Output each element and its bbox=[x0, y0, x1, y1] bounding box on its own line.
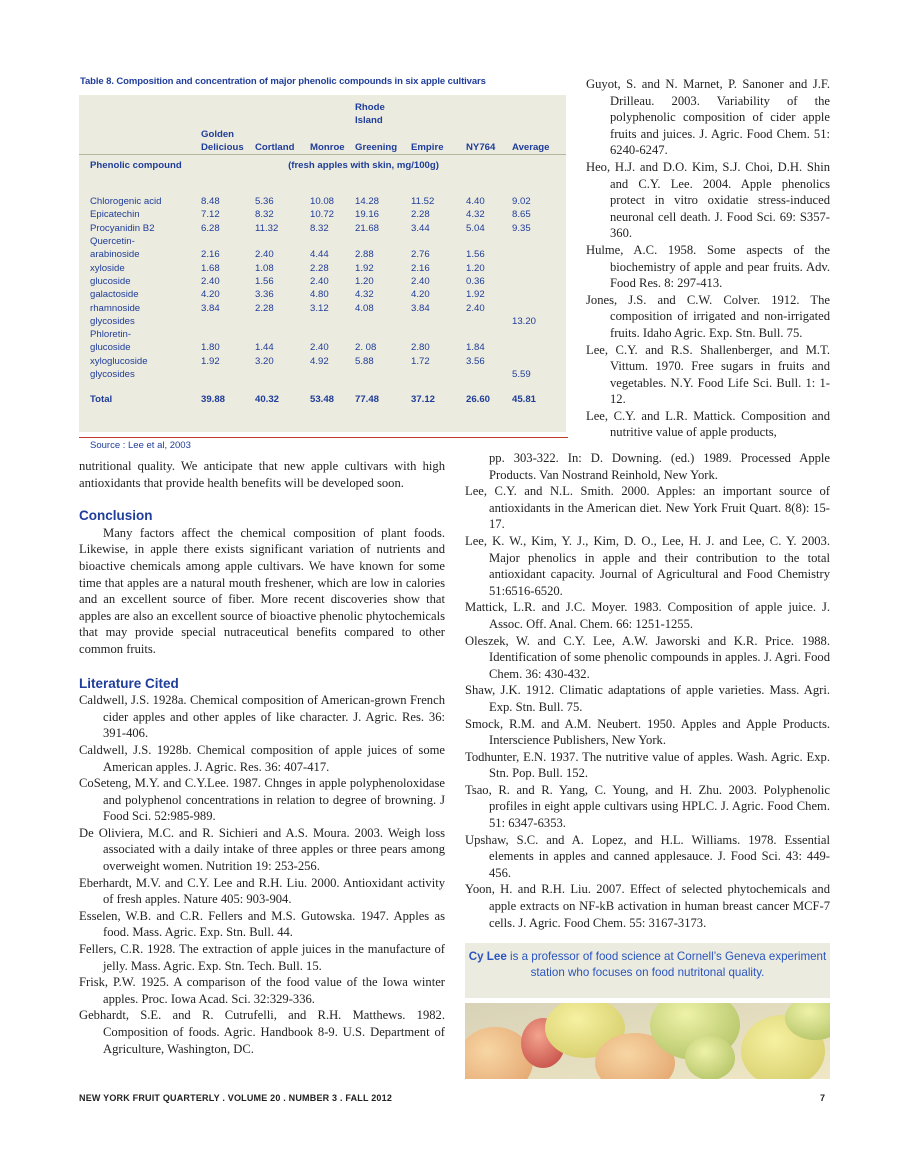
total-row bbox=[79, 393, 566, 406]
column-header-4-line-1 bbox=[411, 114, 466, 127]
table-cell bbox=[466, 235, 512, 248]
table-cell: 5.04 bbox=[466, 222, 485, 234]
reference-entry: Eberhardt, M.V. and C.Y. Lee and R.H. Liu. 2000. Antioxidant activity of fresh apples. Nature 405: 903-904. bbox=[79, 875, 445, 907]
table-cell: 9.02 bbox=[512, 196, 531, 208]
table-cell: 4.92 bbox=[310, 355, 329, 367]
table-cell bbox=[512, 302, 566, 315]
table-cell: 4.80 bbox=[310, 289, 329, 301]
table-row bbox=[79, 235, 566, 248]
table-cell bbox=[201, 368, 255, 381]
table-cell: 3.12 bbox=[310, 302, 329, 314]
table-cell: 3.56 bbox=[466, 355, 485, 367]
table-cell: 4.40 bbox=[466, 196, 485, 208]
table-cell: 2.28 bbox=[255, 302, 274, 314]
table-cell bbox=[355, 328, 411, 341]
table-cell: 1.20 bbox=[466, 262, 485, 274]
row-label: galactoside bbox=[90, 289, 139, 301]
table-cell: 13.20 bbox=[512, 315, 537, 327]
row-label: rhamnoside bbox=[90, 302, 141, 314]
table-cell: 1.44 bbox=[255, 342, 274, 354]
table-cell: 19.16 bbox=[355, 209, 380, 221]
column-header-3-line-1: Island bbox=[355, 115, 383, 127]
table-cell bbox=[355, 315, 411, 328]
column-header-4-line-0 bbox=[411, 101, 466, 114]
table-row bbox=[79, 315, 566, 328]
table-cell: 1.68 bbox=[201, 262, 220, 274]
right-column-bottom bbox=[465, 450, 830, 931]
reference-entry: Oleszek, W. and C.Y. Lee, A.W. Jaworski and K.R. Price. 1988. Identification of some phenolic compounds in apples. J. Agri. Food Chem. 36: 430-432. bbox=[465, 633, 830, 681]
column-header-1-line-2 bbox=[255, 128, 310, 141]
table-cell: 10.72 bbox=[310, 209, 335, 221]
table-cell bbox=[201, 315, 255, 328]
left-column bbox=[79, 458, 445, 1057]
table-cell: 2.40 bbox=[310, 342, 329, 354]
column-header-2-line-2 bbox=[310, 128, 355, 141]
row-label: Epicatechin bbox=[90, 209, 140, 221]
table-cell bbox=[355, 368, 411, 381]
table-row bbox=[79, 302, 566, 315]
table-cell: 2.28 bbox=[310, 262, 329, 274]
table-row bbox=[79, 248, 566, 261]
table-cell bbox=[355, 235, 411, 248]
table-cell bbox=[512, 341, 566, 354]
right-column-top bbox=[586, 76, 830, 441]
column-header-2-line-1 bbox=[310, 114, 355, 127]
reference-entry: Guyot, S. and N. Marnet, P. Sanoner and J.F. Drilleau. 2003. Variability of the polyphenolic composition of cider apple fruits and juices. J. Agric. Food Chem. 51: 6240-6247. bbox=[586, 77, 830, 158]
row-label: Chlorogenic acid bbox=[90, 196, 162, 208]
footer-journal: NEW YORK FRUIT QUARTERLY . VOLUME 20 . NUMBER 3 . FALL 2012 bbox=[79, 1093, 393, 1103]
row-label: glucoside bbox=[90, 275, 131, 287]
table-cell bbox=[512, 355, 566, 368]
table-cell: 8.32 bbox=[255, 209, 274, 221]
left-references bbox=[79, 692, 445, 1057]
table-cell bbox=[310, 315, 355, 328]
table-row bbox=[79, 355, 566, 368]
reference-entry: Frisk, P.W. 1925. A comparison of the food value of the Iowa winter apples. Proc. Iowa Acad. Sci. 32:329-336. bbox=[79, 975, 445, 1006]
row-label: arabinoside bbox=[90, 249, 140, 261]
reference-entry: Lee, C.Y. and R.S. Shallenberger, and M.T. Vittum. 1970. Free sugars in fruits and vegetables. N.Y. Food Life Sci. Bull. 1: 1-12. bbox=[586, 342, 830, 407]
reference-entry: Tsao, R. and R. Yang, C. Young, and H. Zhu. 2003. Polyphenolic profiles in eight apple cultivars using HPLC. J. Agric. Food Chem. 51: 6347-6353. bbox=[465, 782, 830, 831]
reference-entry: Lee, C.Y. and N.L. Smith. 2000. Apples: an important source of antioxidants in the American diet. New York Fruit Quart. 8(8): 15-17. bbox=[465, 484, 830, 532]
conclusion-paragraph: Many factors affect the chemical composition of plant foods. Likewise, in apple there exists significant variation of nutrients and bioactive chemicals among apple cultivars. We have known for some time that apples are a natural mouth freshener, which are low in calories and an excellent source of fiber. More recent discoveries show that apples are also an excellent source of bioactive phenolic phytochemicals that may provide special nutraceutical benefits compared to other common fruits. bbox=[79, 525, 445, 656]
total-cell: 45.81 bbox=[512, 394, 537, 406]
table-cell: 2.88 bbox=[355, 249, 374, 261]
column-header-1-line-3: Cortland bbox=[255, 141, 295, 153]
column-header-2-line-3: Monroe bbox=[310, 141, 345, 153]
table-cell: 2.40 bbox=[466, 302, 485, 314]
table-cell: 2.40 bbox=[255, 249, 274, 261]
table-cell: 1.92 bbox=[355, 262, 374, 274]
table-cell bbox=[466, 328, 512, 341]
table-cell bbox=[512, 248, 566, 261]
apples-photo bbox=[465, 1003, 830, 1079]
table-cell: 4.44 bbox=[310, 249, 329, 261]
reference-entry: Gebhardt, S.E. and R. Cutrufelli, and R.H. Matthews. 1982. Composition of foods. Agric. Handbook 8-9. U.S. Department of Agriculture, Washington, DC. bbox=[79, 1008, 445, 1056]
reference-entry: CoSeteng, M.Y. and C.Y.Lee. 1987. Chnges in apple polyphenoloxidase and polyphenol concentrations in relation to degree of browning. J Food Sci. 52:985-989. bbox=[79, 776, 445, 824]
reference-entry: Smock, R.M. and A.M. Neubert. 1950. Apples and Apple Products. Interscience Publishers, New York. bbox=[465, 716, 830, 748]
total-cell: 39.88 bbox=[201, 394, 226, 406]
reference-entry: Yoon, H. and R.H. Liu. 2007. Effect of selected phytochemicals and apple extracts on NF-kB activation in human breast cancer MCF-7 cells. J. Agric. Food Chem. 55: 3167-3173. bbox=[465, 882, 830, 930]
table-title: Table 8. Composition and concentration of major phenolic compounds in six apple cultivars bbox=[80, 76, 486, 87]
total-cell: 53.48 bbox=[310, 394, 335, 406]
column-header-0-line-2: Golden bbox=[201, 128, 235, 140]
table-cell: 5.36 bbox=[255, 196, 274, 208]
table-cell: 1.20 bbox=[355, 275, 374, 287]
stub-header: Phenolic compound bbox=[79, 155, 201, 178]
column-header-0-line-0 bbox=[201, 101, 255, 114]
reference-entry: Heo, H.J. and D.O. Kim, S.J. Choi, D.H. Shin and C.Y. Lee. 2004. Apple phenolics protect in vitro oxidatie stress-induced neuronal cell death. J. Food Sci. 69: S357-360. bbox=[586, 159, 830, 241]
row-label: Procyanidin B2 bbox=[90, 222, 155, 234]
table-cell bbox=[411, 315, 466, 328]
table-cell: 21.68 bbox=[355, 222, 380, 234]
table-cell: 3.44 bbox=[411, 222, 430, 234]
phenolic-table bbox=[79, 95, 566, 407]
table-cell bbox=[411, 235, 466, 248]
column-header-6-line-1 bbox=[512, 114, 566, 127]
table-cell: 7.12 bbox=[201, 209, 220, 221]
reference-entry: Mattick, L.R. and J.C. Moyer. 1983. Composition of apple juice. J. Assoc. Off. Anal. Chem. 66: 1251-1255. bbox=[465, 600, 830, 631]
column-header-6-line-0 bbox=[512, 101, 566, 114]
table-cell bbox=[310, 368, 355, 381]
reference-entry: Upshaw, S.C. and A. Lopez, and H.L. Williams. 1978. Essential elements in apples and canned applesauce. J. Food Sci. 43: 449-456. bbox=[465, 832, 830, 880]
table-cell bbox=[512, 275, 566, 288]
column-header-6-line-3: Average bbox=[512, 141, 550, 153]
reference-entry: Fellers, C.R. 1928. The extraction of apple juices in the manufacture of jelly. Mass. Agric. Exp. Stn. Tech. Bull. 15. bbox=[79, 942, 445, 973]
column-header-1-line-0 bbox=[255, 101, 310, 114]
column-header-4-line-3: Empire bbox=[411, 141, 444, 153]
reference-entry: Caldwell, J.S. 1928a. Chemical composition of American-grown French cider apples and other apples of like character. J. Agric. Res. 36: 391-406. bbox=[79, 693, 445, 741]
table-cell bbox=[411, 368, 466, 381]
table-cell bbox=[466, 368, 512, 381]
table-row bbox=[79, 341, 566, 354]
column-header-3-line-0: Rhode bbox=[355, 102, 385, 113]
reference-entry: Jones, J.S. and C.W. Colver. 1912. The composition of irrigated and non-irrigated fruits. Idaho Agric. Exp. Stn. Bull. 75. bbox=[586, 292, 830, 340]
table-cell: 4.08 bbox=[355, 302, 374, 314]
column-header-4-line-2 bbox=[411, 128, 466, 141]
table-cell bbox=[255, 368, 310, 381]
table-cell: 1.56 bbox=[255, 275, 274, 287]
table-cell: 3.20 bbox=[255, 355, 274, 367]
literature-heading: Literature Cited bbox=[79, 675, 179, 691]
table-row bbox=[79, 222, 566, 235]
row-label: xyloglucoside bbox=[90, 355, 148, 367]
table-cell: 4.20 bbox=[201, 289, 220, 301]
table-source: Source : Lee et al, 2003 bbox=[90, 440, 191, 451]
units-header: (fresh apples with skin, mg/100g) bbox=[201, 155, 566, 178]
reference-entry: pp. 303-322. In: D. Downing. (ed.) 1989. Processed Apple Products. Van Nostrand Reinhold, New York. bbox=[489, 451, 830, 482]
table-cell: 2.16 bbox=[201, 249, 220, 261]
table-cell bbox=[512, 235, 566, 248]
table-cell: 2.28 bbox=[411, 209, 430, 221]
total-label: Total bbox=[90, 394, 113, 406]
table-cell: 2. 08 bbox=[355, 342, 377, 354]
table-divider-rule bbox=[79, 437, 568, 438]
author-bio-box bbox=[465, 943, 830, 998]
table-cell: 3.84 bbox=[411, 302, 430, 314]
row-label: Phloretin- bbox=[90, 329, 132, 341]
table-cell: 2.80 bbox=[411, 342, 430, 354]
column-header-3-line-2 bbox=[355, 128, 411, 141]
table-cell bbox=[466, 315, 512, 328]
row-label: Quercetin- bbox=[90, 236, 135, 248]
table-row bbox=[79, 328, 566, 341]
table-cell: 2.16 bbox=[411, 262, 430, 274]
table-cell bbox=[310, 328, 355, 341]
table-cell: 2.40 bbox=[201, 275, 220, 287]
table-cell: 1.56 bbox=[466, 249, 485, 261]
conclusion-heading: Conclusion bbox=[79, 508, 153, 524]
row-label: xyloside bbox=[90, 262, 125, 274]
column-header-5-line-0 bbox=[466, 101, 512, 114]
table-cell bbox=[310, 235, 355, 248]
author-bio-text: is a professor of food science at Cornell’s Geneva experiment station who focuses on food nutritonal quality. bbox=[506, 950, 827, 979]
table-block bbox=[79, 76, 569, 451]
table-cell bbox=[512, 262, 566, 275]
row-label: glycosides bbox=[90, 315, 135, 327]
column-header-5-line-3: NY764 bbox=[466, 141, 496, 153]
table-cell: 4.32 bbox=[355, 289, 374, 301]
table-cell: 6.28 bbox=[201, 222, 220, 234]
table-cell: 5.59 bbox=[512, 369, 531, 381]
table-row bbox=[79, 288, 566, 301]
table-cell: 3.84 bbox=[201, 302, 220, 314]
column-header-2-line-0 bbox=[310, 101, 355, 114]
table-cell: 4.32 bbox=[466, 209, 485, 221]
table-cell bbox=[411, 328, 466, 341]
table-cell: 1.72 bbox=[411, 355, 430, 367]
total-cell: 40.32 bbox=[255, 394, 280, 406]
table-cell: 9.35 bbox=[512, 222, 531, 234]
total-cell: 37.12 bbox=[411, 394, 436, 406]
row-label: glucoside bbox=[90, 342, 131, 354]
table-cell: 5.88 bbox=[355, 355, 374, 367]
column-header-6-line-2 bbox=[512, 128, 566, 141]
column-header-3-line-3: Greening bbox=[355, 141, 398, 153]
table-row bbox=[79, 262, 566, 275]
table-cell bbox=[512, 288, 566, 301]
table-cell: 0.36 bbox=[466, 275, 485, 287]
row-label: glycosides bbox=[90, 369, 135, 381]
reference-entry: Esselen, W.B. and C.R. Fellers and M.S. Gutowska. 1947. Apples as food. Mass. Agric. Exp. Stn. Bull. 44. bbox=[79, 908, 445, 940]
table-cell bbox=[255, 328, 310, 341]
reference-entry: Hulme, A.C. 1958. Some aspects of the biochemistry of apple and pear fruits. Adv. Food Res. 8: 297-413. bbox=[586, 242, 830, 291]
reference-entry: Todhunter, E.N. 1937. The nutritive value of apples. Wash. Agric. Exp. Stn. Pop. Bull. 152. bbox=[465, 749, 830, 781]
reference-entry: Caldwell, J.S. 1928b. Chemical composition of apple juices of some American apples. J. Agric. Res. 36: 407-417. bbox=[79, 742, 445, 774]
table-cell: 14.28 bbox=[355, 196, 380, 208]
table-cell: 2.40 bbox=[310, 275, 329, 287]
reference-entry: De Oliviera, M.C. and R. Sichieri and A.S. Moura. 2003. Weigh loss associated with a daily intake of three apples or three pears among overweight women. Nutrition 19: 253-256. bbox=[79, 825, 445, 874]
table-cell: 3.36 bbox=[255, 289, 274, 301]
table-cell: 1.84 bbox=[466, 342, 485, 354]
table-row bbox=[79, 208, 566, 221]
table-cell: 1.08 bbox=[255, 262, 274, 274]
column-header-1-line-1 bbox=[255, 114, 310, 127]
column-header-5-line-1 bbox=[466, 114, 512, 127]
table-row bbox=[79, 368, 566, 381]
reference-entry: Lee, C.Y. and L.R. Mattick. Composition and nutritive value of apple products, bbox=[586, 408, 830, 440]
author-name: Cy Lee bbox=[468, 950, 507, 963]
reference-entry: Shaw, J.K. 1912. Climatic adaptations of apple varieties. Mass. Agri. Exp. Stn. Bull. 75. bbox=[465, 683, 830, 714]
total-cell: 77.48 bbox=[355, 394, 380, 406]
reference-entry: Lee, K. W., Kim, Y. J., Kim, D. O., Lee, H. J. and Lee, C. Y. 2003. Major phenolics in apple and their contribution to the total antioxidant capacity. Journal of Agricultural and Food Chemistry 51:6516-6520. bbox=[465, 533, 830, 598]
page-number: 7 bbox=[820, 1093, 826, 1103]
column-header-0-line-1 bbox=[201, 114, 255, 127]
table-cell: 1.92 bbox=[201, 355, 220, 367]
table-box bbox=[79, 95, 566, 432]
table-cell: 1.92 bbox=[466, 289, 485, 301]
table-cell: 2.76 bbox=[411, 249, 430, 261]
column-header-5-line-2 bbox=[466, 128, 512, 141]
table-cell bbox=[201, 328, 255, 341]
table-cell: 11.52 bbox=[411, 196, 435, 208]
table-cell: 2.40 bbox=[411, 275, 430, 287]
table-cell: 4.20 bbox=[411, 289, 430, 301]
total-cell: 26.60 bbox=[466, 394, 491, 406]
table-row bbox=[79, 195, 566, 208]
table-cell: 11.32 bbox=[255, 222, 279, 234]
table-cell bbox=[255, 235, 310, 248]
table-cell: 10.08 bbox=[310, 196, 335, 208]
table-cell: 8.32 bbox=[310, 222, 329, 234]
column-header-0-line-3: Delicious bbox=[201, 141, 244, 153]
table-cell: 8.65 bbox=[512, 209, 531, 221]
table-cell: 8.48 bbox=[201, 196, 220, 208]
intro-paragraph: nutritional quality. We anticipate that new apple cultivars with high antioxidants that provide health benefits will be developed soon. bbox=[79, 459, 445, 490]
table-cell bbox=[201, 235, 255, 248]
table-row bbox=[79, 275, 566, 288]
table-cell bbox=[255, 315, 310, 328]
table-cell: 1.80 bbox=[201, 342, 220, 354]
table-cell bbox=[512, 328, 566, 341]
